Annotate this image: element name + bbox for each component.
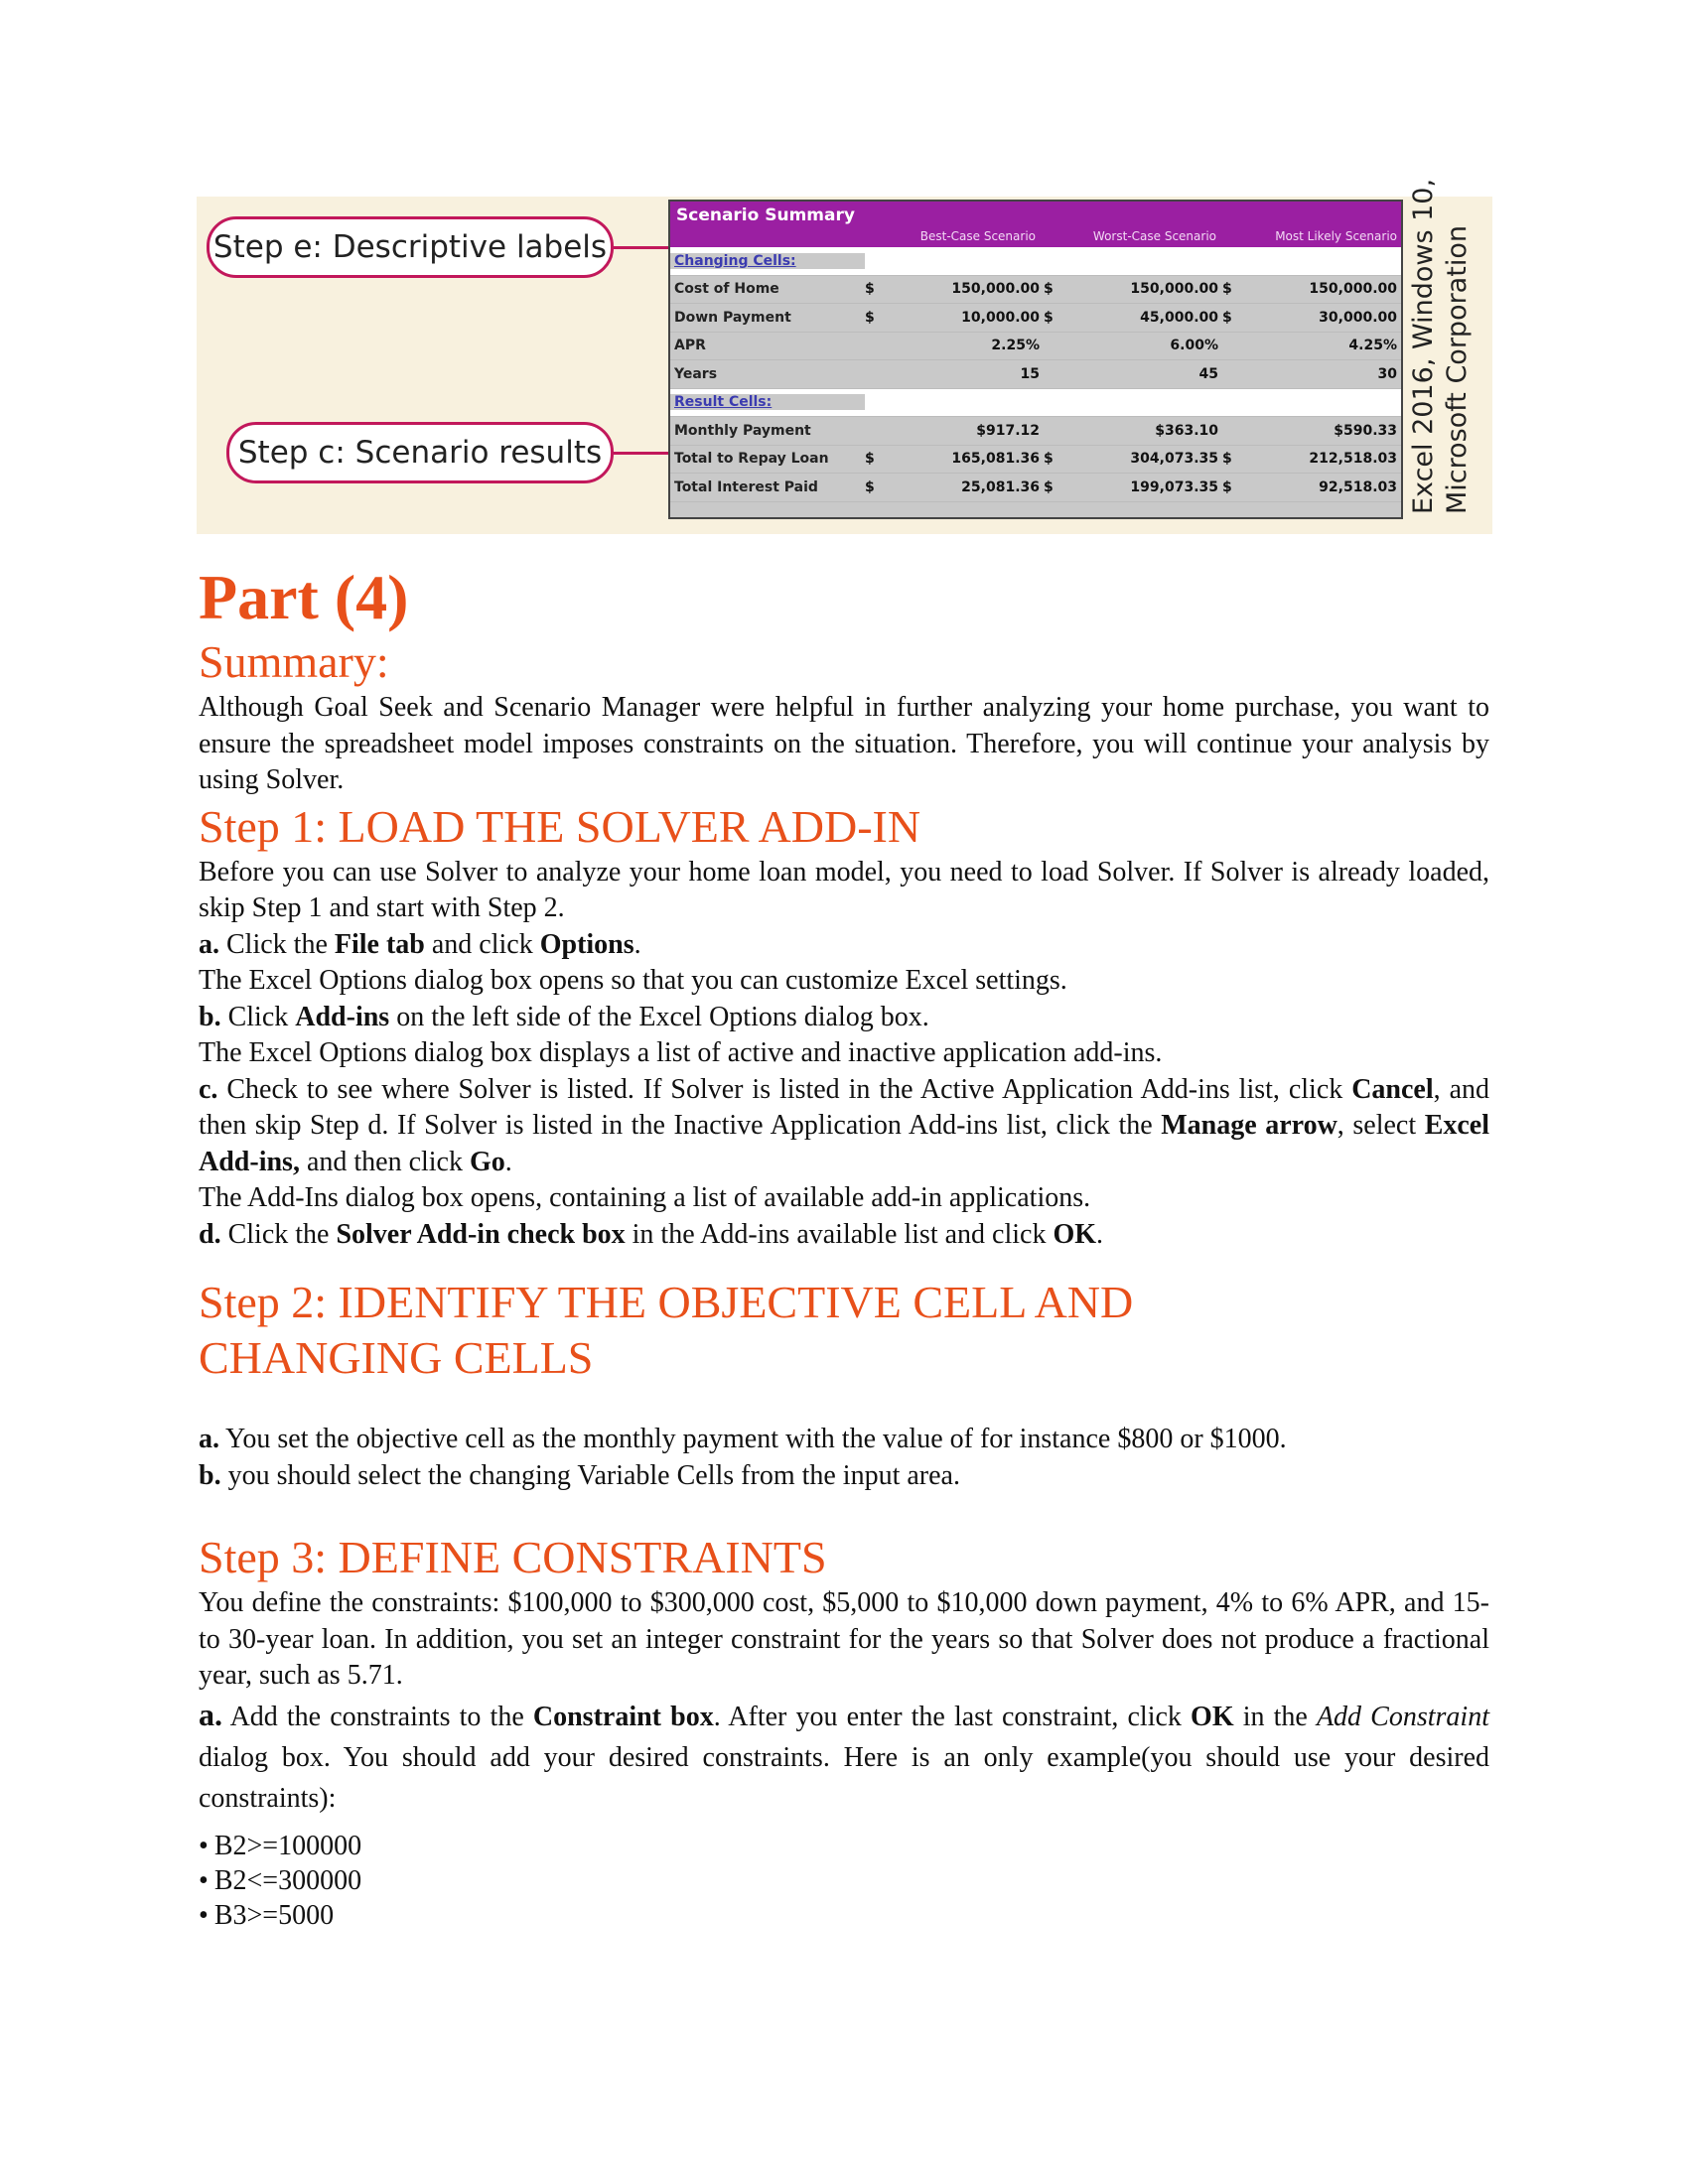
cell-value: 45,000.00 — [1140, 309, 1218, 326]
table-row — [670, 417, 1401, 446]
cell-value: $590.33 — [1334, 422, 1397, 439]
cell-value: 25,081.36 — [961, 478, 1040, 495]
changing-cells-block — [670, 276, 1401, 389]
sheet-title: Scenario Summary — [676, 205, 855, 225]
part-title: Part (4) — [199, 562, 409, 632]
cell-value: 92,518.03 — [1319, 478, 1397, 495]
list-item: • B3>=5000 — [199, 1898, 1489, 1933]
image-credit — [1400, 178, 1479, 519]
step1-heading: Step 1: LOAD THE SOLVER ADD-IN — [199, 800, 921, 852]
currency-sign: $ — [1222, 478, 1232, 495]
list-item: • B2<=300000 — [199, 1863, 1489, 1898]
changing-cells-row — [670, 247, 1401, 276]
sheet-title-bar — [670, 202, 1401, 247]
currency-sign: $ — [1222, 281, 1232, 298]
column-header: Worst-Case Scenario — [1092, 229, 1216, 243]
table-row — [670, 360, 1401, 389]
row-label: APR — [674, 338, 706, 354]
summary-paragraph: Although Goal Seek and Scenario Manager were helpful in further analyzing your home purchase, you want to ensure the spreadsheet model imposes constraints on the situation. Therefore, you will continue your analysis by using Solver. — [199, 692, 1489, 795]
credit-line: Excel 2016, Windows 10, — [1408, 178, 1439, 514]
cell-value: 45 — [1198, 365, 1218, 382]
section-label: Result Cells: — [670, 394, 865, 410]
step1-b: b. Click Add-ins on the left side of the Excel Options dialog box. — [199, 1001, 929, 1032]
scenario-summary-sheet — [668, 200, 1403, 519]
cell-value: 150,000.00 — [1130, 281, 1218, 298]
row-label: Cost of Home — [674, 281, 779, 298]
table-row — [670, 333, 1401, 361]
step3-intro: You define the constraints: $100,000 to $300,000 cost, $5,000 to $10,000 down payment, 4% to 6% APR, and 15- to 30-year loan. In addition, you set an integer constraint for the years so that Solver does not produce a fractional year, such as 5.71. — [199, 1587, 1489, 1691]
currency-sign: $ — [1044, 309, 1054, 326]
step1-c-result: The Add-Ins dialog box opens, containing a list of available add-in applications. — [199, 1182, 1091, 1213]
step2-a: a. You set the objective cell as the monthly payment with the value of for instance $800 or $1000. — [199, 1424, 1287, 1454]
cell-value: 6.00% — [1170, 338, 1218, 354]
summary-heading: Summary: — [199, 636, 389, 687]
result-cells-row — [670, 389, 1401, 418]
cell-value: 4.25% — [1348, 338, 1397, 354]
callout-scenario-results: Step c: Scenario results — [226, 422, 614, 483]
row-label: Total to Repay Loan — [674, 451, 829, 468]
sheet-column-headers — [670, 229, 1401, 243]
document-body — [199, 561, 1489, 1933]
row-label: Total Interest Paid — [674, 478, 818, 495]
table-row — [670, 304, 1401, 333]
table-row — [670, 474, 1401, 502]
cell-value: 165,081.36 — [951, 451, 1040, 468]
callout-descriptive-labels: Step e: Descriptive labels — [207, 216, 614, 278]
cell-value: 304,073.35 — [1130, 451, 1218, 468]
cell-value: 150,000.00 — [951, 281, 1040, 298]
table-row — [670, 276, 1401, 305]
currency-sign: $ — [1044, 478, 1054, 495]
column-header: Best-Case Scenario — [919, 229, 1036, 243]
cell-value: 2.25% — [991, 338, 1040, 354]
section-label: Changing Cells: — [670, 253, 865, 269]
cell-value: 10,000.00 — [961, 309, 1040, 326]
cell-value: 150,000.00 — [1309, 281, 1397, 298]
cell-value: 199,073.35 — [1130, 478, 1218, 495]
constraint-list — [199, 1829, 1489, 1933]
step1-intro: Before you can use Solver to analyze your home loan model, you need to load Solver. If Solver is already loaded, skip Step 1 and start with Step 2. — [199, 856, 1489, 923]
step1-d: d. Click the Solver Add-in check box in the Add-ins available list and click OK. — [199, 1218, 1104, 1250]
currency-sign: $ — [865, 281, 875, 298]
result-cells-block — [670, 417, 1401, 502]
currency-sign: $ — [865, 309, 875, 326]
step2-b: b. you should select the changing Variable Cells from the input area. — [199, 1459, 960, 1491]
credit-line: Microsoft Corporation — [1442, 225, 1473, 514]
cell-value: 212,518.03 — [1309, 451, 1397, 468]
row-label: Down Payment — [674, 309, 791, 326]
cell-value: 15 — [1020, 365, 1040, 382]
list-item: • B2>=100000 — [199, 1829, 1489, 1863]
step2-heading: Step 2: IDENTIFY THE OBJECTIVE CELL AND CHANGING CELLS — [199, 1277, 1134, 1383]
currency-sign: $ — [865, 451, 875, 468]
step3-heading: Step 3: DEFINE CONSTRAINTS — [199, 1532, 827, 1582]
step1-a-result: The Excel Options dialog box opens so that you can customize Excel settings. — [199, 965, 1067, 996]
step1-b-result: The Excel Options dialog box displays a list of active and inactive application add-ins. — [199, 1037, 1163, 1068]
column-header: Most Likely Scenario — [1275, 229, 1397, 243]
currency-sign: $ — [1222, 309, 1232, 326]
step3-a: a. Add the constraints to the Constraint box. After you enter the last constraint, click OK in the Add Constraint dialog box. You should add your desired constraints. Here is an only example(you should use your desired constraints): — [199, 1696, 1489, 1814]
cell-value: $917.12 — [976, 422, 1040, 439]
cell-value: 30,000.00 — [1319, 309, 1397, 326]
scenario-summary-figure — [197, 178, 1492, 534]
cell-value: 30 — [1377, 365, 1397, 382]
currency-sign: $ — [1044, 451, 1054, 468]
cell-value: $363.10 — [1155, 422, 1218, 439]
row-label: Monthly Payment — [674, 422, 811, 439]
currency-sign: $ — [865, 478, 875, 495]
step1-a: a. Click the File tab and click Options. — [199, 928, 641, 960]
step1-c: c. Check to see where Solver is listed. If Solver is listed in the Active Application Add-ins list, click Cancel, and then skip Step d. If Solver is listed in the Inactive Application Add-ins list, click the Manage arrow, select Excel Add-ins, and then click Go. — [199, 1073, 1490, 1177]
row-label: Years — [674, 365, 718, 382]
currency-sign: $ — [1044, 281, 1054, 298]
currency-sign: $ — [1222, 451, 1232, 468]
callout-leader-line — [614, 246, 668, 249]
callout-leader-line — [614, 452, 668, 455]
table-row — [670, 446, 1401, 475]
